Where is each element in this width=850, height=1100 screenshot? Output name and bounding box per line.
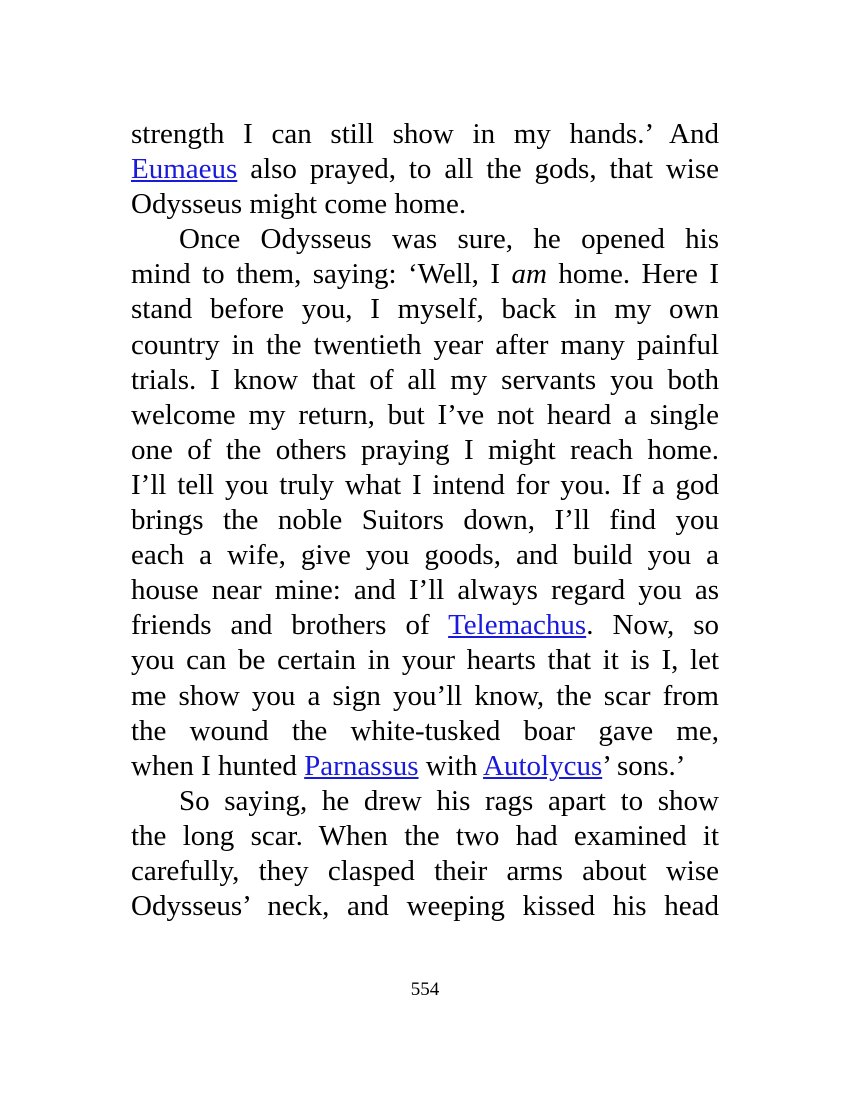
text-line [131,608,719,643]
text-line: you can be certain in your hearts that it is I, let [131,644,719,677]
text-span: . Now, so [586,609,719,642]
text-line: the wound the white-tusked boar gave me, [131,714,719,747]
text-line: carefully, they clasped their arms about wise [131,854,719,887]
emphasis-text: am [511,258,547,291]
body-text [131,117,719,924]
page-number: 554 [410,979,440,1000]
text-line: trials. I know that of all my servants you both [131,363,719,396]
text-line [131,749,719,784]
text-line: Odysseus’ neck, and weeping kissed his head [131,890,719,923]
text-span: when I hunted [131,749,305,782]
text-span: with [418,749,484,782]
text-line: one of the others praying I might reach home. [131,433,719,466]
text-line: strength I can still show in my hands.’ And [131,118,719,150]
text-span: friends and brothers of [131,609,449,642]
paragraph-start-line: Once Odysseus was sure, he opened his [179,223,719,256]
text-span: home. Here I [546,258,719,291]
link-autolycus[interactable]: Autolycus [483,749,603,782]
text-line [131,152,719,187]
text-line: me show you a sign you’ll know, the scar from [131,679,719,712]
paragraph-start-line: So saying, he drew his rags apart to show [179,784,719,817]
text-span: mind to them, saying: ‘Well, I [131,258,512,291]
text-span: also prayed, to all the gods, that wise [237,153,719,186]
text-line: the long scar. When the two had examined it [131,819,719,852]
text-line: I’ll tell you truly what I intend for you. If a god [131,468,719,501]
text-line: house near mine: and I’ll always regard you as [131,574,719,607]
text-line: Odysseus might come home. [131,188,467,221]
link-eumaeus[interactable]: Eumaeus [131,153,238,186]
link-parnassus[interactable]: Parnassus [304,749,419,782]
text-span: ’ sons.’ [602,749,686,782]
text-line: welcome my return, but I’ve not heard a single [131,398,719,431]
text-line: each a wife, give you goods, and build you a [131,539,719,572]
text-line: stand before you, I myself, back in my own [131,293,719,326]
text-line [131,257,719,292]
text-line: brings the noble Suitors down, I’ll find you [131,504,719,537]
link-telemachus[interactable]: Telemachus [448,609,587,642]
text-line: country in the twentieth year after many painful [131,328,719,361]
